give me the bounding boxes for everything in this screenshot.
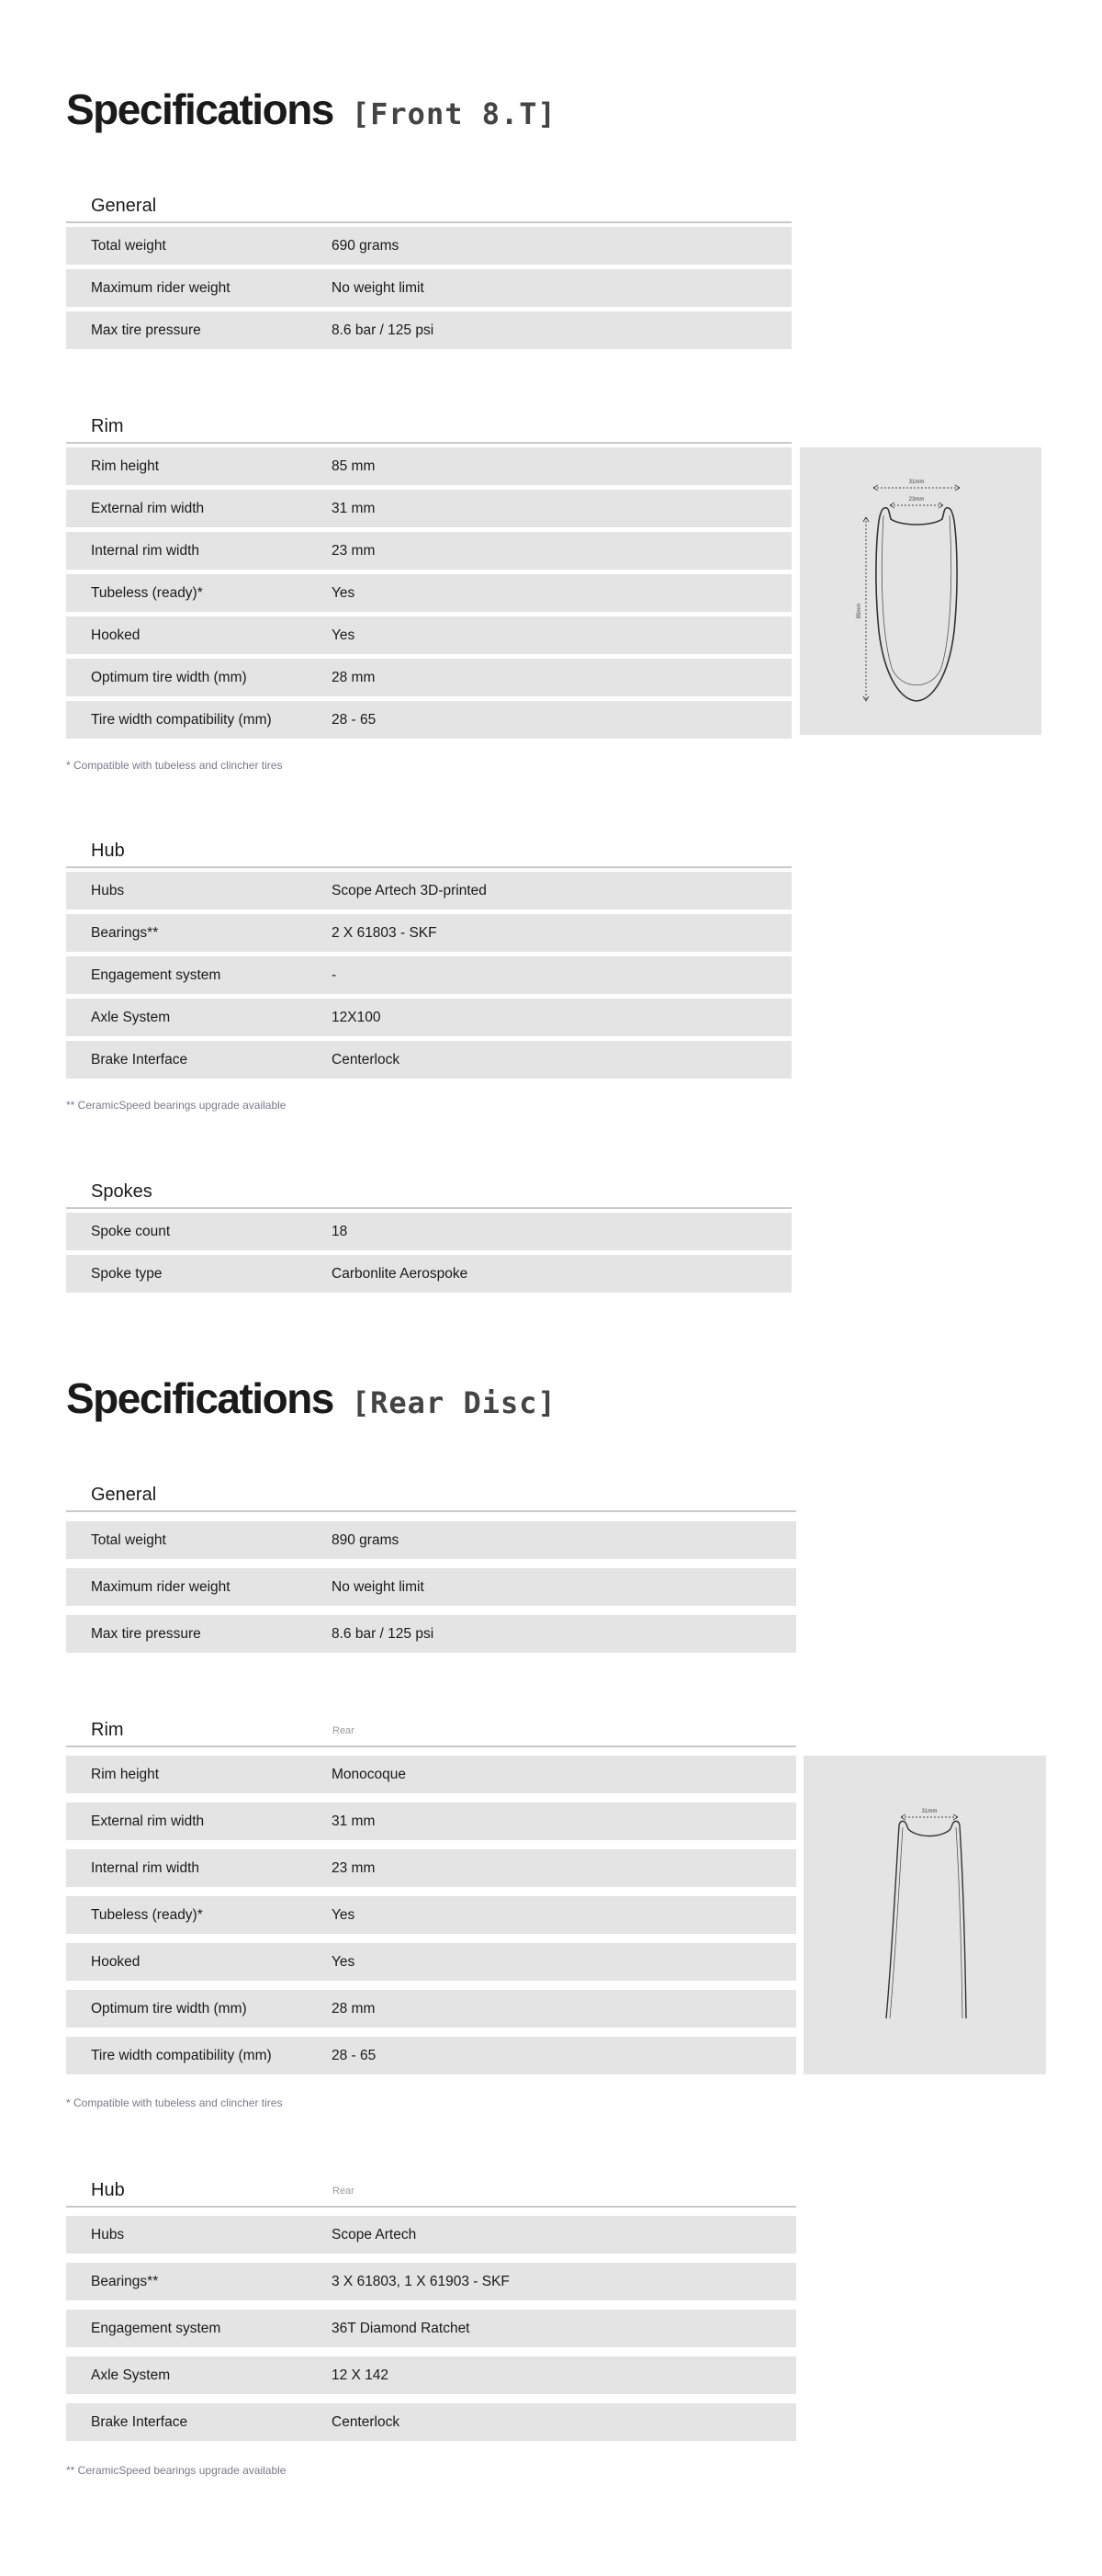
table-row [66,1615,796,1653]
row-value: 8.6 bar / 125 psi [332,1625,434,1642]
row-value: Scope Artech 3D-printed [332,882,487,898]
table-row [66,914,792,952]
row-value: Monocoque [332,1766,407,1782]
row-value: No weight limit [332,1578,424,1595]
table-row [66,532,792,570]
row-key: Maximum rider weight [91,279,231,296]
row-value: Yes [332,1953,355,1970]
row-value: 31 mm [332,500,376,516]
front-rim-header [66,409,792,444]
row-key: Spoke count [91,1223,171,1239]
row-value: Centerlock [332,2413,400,2430]
rear-rim-header [66,1711,796,1747]
table-row [66,1255,792,1293]
row-key: Maximum rider weight [91,1578,231,1595]
table-row [66,999,792,1036]
rear-general-header [66,1475,796,1512]
row-key: Rim height [91,1766,160,1782]
section-label: General [91,196,157,216]
row-key: Tire width compatibility (mm) [91,2047,272,2063]
row-value: 2 X 61803 - SKF [332,924,437,941]
table-row [66,490,792,527]
front-spokes-header [66,1174,792,1209]
section-label: Rim [91,1720,124,1740]
row-key: Optimum tire width (mm) [91,2000,247,2017]
row-value: 28 mm [332,2000,376,2017]
table-row [66,1568,796,1606]
rear-rim-profile-diagram [804,1756,1046,2074]
table-row [66,2037,796,2074]
row-value: 36T Diamond Ratchet [332,2320,470,2336]
row-value: Yes [332,584,355,601]
row-value: 8.6 bar / 125 psi [332,322,434,338]
section-label: General [91,1485,157,1505]
row-key: Internal rim width [91,542,200,559]
table-row [66,1990,796,2028]
front-rim-profile-diagram [800,447,1041,735]
rear-hub-footnote: ** CeramicSpeed bearings upgrade available [66,2464,287,2477]
section-tag: Rear [332,1725,354,1736]
table-row [66,1213,792,1250]
front-subtitle: [Front 8.T] [351,96,557,131]
row-value: 12 X 142 [332,2367,389,2383]
front-specifications-title [66,85,557,134]
front-title-text: Specifications [66,85,333,133]
table-row [66,2403,796,2441]
row-value: 12X100 [332,1009,381,1025]
table-row [66,2310,796,2347]
row-key: Optimum tire width (mm) [91,669,247,685]
row-key: Engagement system [91,966,221,983]
row-value: 18 [332,1223,348,1239]
row-value: 23 mm [332,1859,376,1876]
table-row [66,2216,796,2254]
section-label: Hub [91,2180,125,2200]
rear-hub-header [66,2171,796,2208]
row-key: Spoke type [91,1265,163,1282]
row-key: Hubs [91,2226,125,2243]
row-value: 890 grams [332,1531,399,1548]
row-value: 85 mm [332,458,376,474]
row-value: - [332,966,337,983]
table-row [66,311,792,349]
row-value: 28 mm [332,669,376,685]
row-key: Max tire pressure [91,1625,201,1642]
row-key: Total weight [91,1531,166,1548]
row-key: External rim width [91,1813,205,1829]
table-row [66,1943,796,1981]
rear-rim-footnote: * Compatible with tubeless and clincher tires [66,2096,283,2109]
rear-title-text: Specifications [66,1374,333,1422]
table-row [66,2356,796,2394]
row-value: Centerlock [332,1051,400,1068]
row-key: Rim height [91,458,160,474]
row-value: No weight limit [332,279,424,296]
row-value: 31 mm [332,1813,376,1829]
row-value: 690 grams [332,237,399,254]
row-key: Total weight [91,237,166,254]
table-row [66,1041,792,1079]
front-general-header [66,188,792,223]
int-width-label: 23mm [908,497,925,503]
row-key: Engagement system [91,2320,221,2336]
section-label: Rim [91,416,124,436]
table-row [66,1849,796,1887]
height-label: 85mm [857,603,862,619]
row-key: Brake Interface [91,1051,188,1068]
table-row [66,1896,796,1934]
row-key: Bearings** [91,924,159,941]
row-key: Tubeless (ready)* [91,584,203,601]
section-tag: Rear [332,2186,354,2197]
row-value: 3 X 61803, 1 X 61903 - SKF [332,2273,510,2289]
table-row [66,1521,796,1559]
row-value: Yes [332,1906,355,1923]
table-row [66,659,792,696]
table-row [66,269,792,307]
section-label: Hub [91,841,125,861]
table-row [66,1756,796,1793]
row-key: Hubs [91,882,125,898]
row-key: Hooked [91,627,141,643]
table-row [66,2263,796,2300]
rear-specifications-title [66,1373,557,1423]
row-key: External rim width [91,500,205,516]
section-label: Spokes [91,1181,152,1202]
table-row [66,956,792,994]
table-row [66,616,792,654]
ext-width-label: 31mm [908,480,925,485]
table-row [66,872,792,910]
rear-subtitle: [Rear Disc] [351,1385,557,1420]
row-key: Hooked [91,1953,141,1970]
row-key: Axle System [91,2367,171,2383]
row-value: Carbonlite Aerospoke [332,1265,468,1282]
rim-profile-icon [800,447,1041,735]
table-row [66,1802,796,1840]
row-key: Max tire pressure [91,322,201,338]
row-key: Tire width compatibility (mm) [91,711,272,728]
table-row [66,227,792,265]
row-key: Internal rim width [91,1859,200,1876]
front-hub-header [66,833,792,868]
row-key: Bearings** [91,2273,159,2289]
row-key: Axle System [91,1009,171,1025]
row-value: 28 - 65 [332,2047,377,2063]
table-row [66,447,792,485]
row-value: 23 mm [332,542,376,559]
front-hub-footnote: ** CeramicSpeed bearings upgrade available [66,1099,287,1112]
rim-profile-icon [804,1756,1046,2074]
row-value: Yes [332,627,355,643]
front-rim-footnote: * Compatible with tubeless and clincher tires [66,759,283,772]
ext-width-label: 31mm [921,1809,938,1814]
row-key: Brake Interface [91,2413,188,2430]
table-row [66,701,792,739]
table-row [66,574,792,612]
row-value: Scope Artech [332,2226,417,2243]
row-value: 28 - 65 [332,711,377,728]
row-key: Tubeless (ready)* [91,1906,203,1923]
